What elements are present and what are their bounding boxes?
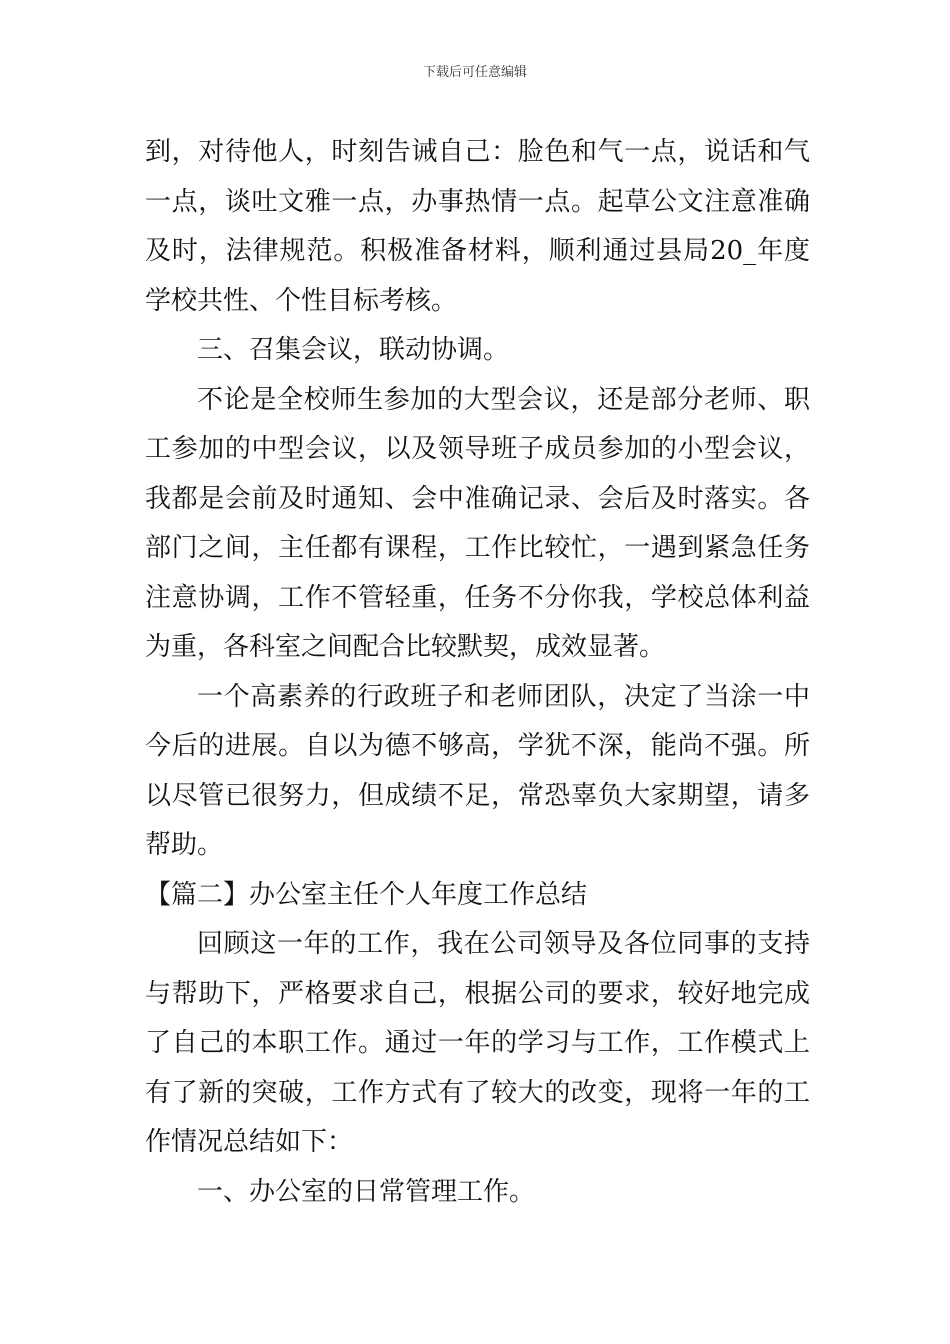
article-title-part-two: 【篇二】办公室主任个人年度工作总结 [145,879,588,910]
paragraph-continuation: 到，对待他人，时刻告诫自己：脸色和气一点，说话和气一点，谈吐文雅一点，办事热情一点。起草公文注意准确及时，法律规范。积极准备材料，顺利通过县局20_年度学校共性、个性目标考核。 [145,137,810,316]
page-header-note: 下载后可任意编辑 [422,65,527,80]
paragraph-closing: 一个高素养的行政班子和老师团队，决定了当涂一中今后的进展。自以为德不够高，学犹不深，能尚不强。所以尽管已很努力，但成绩不足，常恐辜负大家期望，请多帮助。 [145,681,810,860]
section-heading-meetings: 三、召集会议，联动协调。 [197,335,510,365]
document-body [145,128,810,1217]
section-heading-daily-management: 一、办公室的日常管理工作。 [197,1176,536,1207]
paragraph-review: 回顾这一年的工作，我在公司领导及各位同事的支持与帮助下，严格要求自己，根据公司的要求，较好地完成了自己的本职工作。通过一年的学习与工作，工作模式上有了新的突破，工作方式有了较大的改变，现将一年的工作情况总结如下： [145,929,810,1157]
paragraph-meetings: 不论是全校师生参加的大型会议，还是部分老师、职工参加的中型会议，以及领导班子成员参加的小型会议，我都是会前及时通知、会中准确记录、会后及时落实。各部门之间，主任都有课程，工作比较忙，一遇到紧急任务注意协调，工作不管轻重，任务不分你我，学校总体利益为重，各科室之间配合比较默契，成效显著。 [145,384,810,662]
